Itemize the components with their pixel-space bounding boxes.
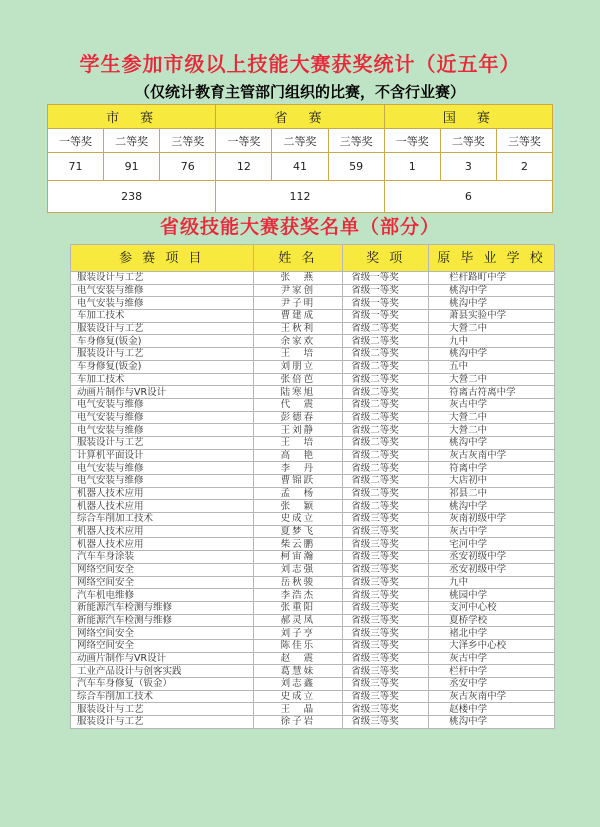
project-cell: 服装设计与工艺 (71, 703, 254, 716)
project-cell: 动画片制作与VR设计 (71, 652, 254, 665)
table-row (71, 665, 555, 678)
school-cell: 褚北中学 (429, 627, 555, 640)
project-cell: 电气安装与维修 (71, 475, 254, 488)
award-cell: 省级三等奖 (343, 652, 429, 665)
award-cell: 省级三等奖 (343, 601, 429, 614)
header-project: 参 赛 项 目 (71, 245, 254, 272)
student-name-cell: 刘志鑫 (253, 678, 343, 691)
award-cell: 省级三等奖 (343, 589, 429, 602)
table-row (71, 411, 555, 424)
prize-header: 二等奖 (272, 129, 328, 153)
award-cell: 省级一等奖 (343, 272, 429, 285)
school-cell: 宅河中学 (429, 538, 555, 551)
award-cell: 省级三等奖 (343, 538, 429, 551)
table-row (71, 551, 555, 564)
table-row (71, 538, 555, 551)
student-name-cell: 李浩杰 (253, 589, 343, 602)
award-cell: 省级二等奖 (343, 322, 429, 335)
table-row (71, 373, 555, 386)
school-cell: 大營二中 (429, 424, 555, 437)
award-cell: 省级三等奖 (343, 703, 429, 716)
student-name-cell: 岳秋骏 (253, 576, 343, 589)
student-name-cell: 史成立 (253, 690, 343, 703)
project-cell: 机器人技术应用 (71, 538, 254, 551)
school-cell: 桃沟中学 (429, 500, 555, 513)
prize-count: 76 (160, 153, 216, 181)
student-name-cell: 柯宙瀚 (253, 551, 343, 564)
prize-count: 3 (440, 153, 496, 181)
award-cell: 省级一等奖 (343, 284, 429, 297)
student-name-cell: 曹锦跃 (253, 475, 343, 488)
school-cell: 灰古灰南中学 (429, 690, 555, 703)
school-cell: 九中 (429, 576, 555, 589)
stats-subtitle: （仅统计教育主管部门组织的比赛，不含行业赛） (134, 83, 465, 101)
stats-table (47, 104, 553, 213)
school-cell: 灰古中学 (429, 652, 555, 665)
table-row (71, 284, 555, 297)
school-cell: 祁县二中 (429, 487, 555, 500)
level-total: 6 (384, 181, 552, 213)
stats-count-row (48, 153, 553, 181)
student-name-cell: 张倍芭 (253, 373, 343, 386)
award-cell: 省级一等奖 (343, 310, 429, 323)
table-row (71, 589, 555, 602)
student-name-cell: 高 艳 (253, 449, 343, 462)
prize-header: 三等奖 (496, 129, 552, 153)
table-row (71, 716, 555, 729)
table-row (71, 386, 555, 399)
project-cell: 电气安装与维修 (71, 424, 254, 437)
student-name-cell: 余家欢 (253, 335, 343, 348)
prize-header: 三等奖 (160, 129, 216, 153)
student-name-cell: 王刘静 (253, 424, 343, 437)
school-cell: 桃沟中学 (429, 297, 555, 310)
table-row (71, 272, 555, 285)
student-name-cell: 刘朋立 (253, 360, 343, 373)
award-cell: 省级二等奖 (343, 348, 429, 361)
prize-header: 一等奖 (48, 129, 104, 153)
project-cell: 网络空间安全 (71, 563, 254, 576)
project-cell: 服装设计与工艺 (71, 348, 254, 361)
table-row (71, 449, 555, 462)
table-row (71, 500, 555, 513)
prize-header: 三等奖 (328, 129, 384, 153)
header-school: 原 毕 业 学 校 (429, 245, 555, 272)
school-cell: 灰古灰南中学 (429, 449, 555, 462)
award-cell: 省级二等奖 (343, 436, 429, 449)
table-row (71, 487, 555, 500)
prize-count: 59 (328, 153, 384, 181)
award-cell: 省级二等奖 (343, 449, 429, 462)
prize-count: 41 (272, 153, 328, 181)
student-name-cell: 李 丹 (253, 462, 343, 475)
student-name-cell: 陈佳乐 (253, 639, 343, 652)
student-name-cell: 张 燕 (253, 272, 343, 285)
school-cell: 大店初中 (429, 475, 555, 488)
project-cell: 新能源汽车检测与维修 (71, 614, 254, 627)
award-cell: 省级二等奖 (343, 462, 429, 475)
prize-header: 二等奖 (104, 129, 160, 153)
school-cell: 桃沟中学 (429, 348, 555, 361)
project-cell: 机器人技术应用 (71, 500, 254, 513)
project-cell: 网络空间安全 (71, 576, 254, 589)
award-cell: 省级三等奖 (343, 551, 429, 564)
award-cell: 省级二等奖 (343, 335, 429, 348)
table-row (71, 627, 555, 640)
school-cell: 九中 (429, 335, 555, 348)
school-cell: 大泽乡中心校 (429, 639, 555, 652)
project-cell: 综合车削加工技术 (71, 690, 254, 703)
award-cell: 省级三等奖 (343, 639, 429, 652)
student-name-cell: 尹子明 (253, 297, 343, 310)
table-row (71, 525, 555, 538)
table-row (71, 652, 555, 665)
school-cell: 丞安初级中学 (429, 551, 555, 564)
project-cell: 新能源汽车检测与维修 (71, 601, 254, 614)
school-cell: 灰古中学 (429, 398, 555, 411)
table-row (71, 639, 555, 652)
award-cell: 省级二等奖 (343, 500, 429, 513)
student-name-cell: 刘志强 (253, 563, 343, 576)
award-cell: 省级二等奖 (343, 424, 429, 437)
project-cell: 车加工技术 (71, 310, 254, 323)
student-name-cell: 王 培 (253, 348, 343, 361)
award-cell: 省级二等奖 (343, 373, 429, 386)
project-cell: 综合车削加工技术 (71, 513, 254, 526)
student-name-cell: 彭德春 (253, 411, 343, 424)
level-total: 112 (216, 181, 384, 213)
project-cell: 汽车车身涂装 (71, 551, 254, 564)
student-name-cell: 王秋利 (253, 322, 343, 335)
school-cell: 大營二中 (429, 322, 555, 335)
prize-header: 二等奖 (440, 129, 496, 153)
table-row (71, 576, 555, 589)
school-cell: 五中 (429, 360, 555, 373)
student-name-cell: 史成立 (253, 513, 343, 526)
project-cell: 工业产品设计与创客实践 (71, 665, 254, 678)
award-cell: 省级一等奖 (343, 297, 429, 310)
list-title: 省级技能大赛获奖名单（部分） (159, 216, 440, 238)
award-cell: 省级三等奖 (343, 525, 429, 538)
table-row (71, 322, 555, 335)
project-cell: 动画片制作与VR设计 (71, 386, 254, 399)
table-row (71, 436, 555, 449)
student-name-cell: 张 颖 (253, 500, 343, 513)
award-cell: 省级三等奖 (343, 563, 429, 576)
table-row (71, 297, 555, 310)
student-name-cell: 陆寒旭 (253, 386, 343, 399)
stats-total-row (48, 181, 553, 213)
prize-count: 1 (384, 153, 440, 181)
table-row (71, 335, 555, 348)
table-row (71, 398, 555, 411)
school-cell: 丞安初级中学 (429, 563, 555, 576)
project-cell: 车身修复(钣金) (71, 360, 254, 373)
student-name-cell: 徐子岩 (253, 716, 343, 729)
award-cell: 省级三等奖 (343, 690, 429, 703)
school-cell: 桃沟中学 (429, 436, 555, 449)
table-row (71, 614, 555, 627)
project-cell: 车身修复(钣金) (71, 335, 254, 348)
award-cell: 省级二等奖 (343, 398, 429, 411)
award-cell: 省级二等奖 (343, 487, 429, 500)
award-cell: 省级二等奖 (343, 386, 429, 399)
school-cell: 桃沟中学 (429, 716, 555, 729)
table-row (71, 563, 555, 576)
school-cell: 符离古符离中学 (429, 386, 555, 399)
table-row (71, 360, 555, 373)
prize-count: 71 (48, 153, 104, 181)
table-row (71, 690, 555, 703)
winners-header-row (71, 245, 555, 272)
student-name-cell: 王 培 (253, 436, 343, 449)
table-row (71, 424, 555, 437)
student-name-cell: 夏梦飞 (253, 525, 343, 538)
table-row (71, 348, 555, 361)
project-cell: 计算机平面设计 (71, 449, 254, 462)
table-row (71, 703, 555, 716)
header-name: 姓 名 (253, 245, 343, 272)
school-cell: 大營二中 (429, 411, 555, 424)
student-name-cell: 郝灵凤 (253, 614, 343, 627)
winners-table (70, 244, 555, 729)
award-cell: 省级三等奖 (343, 678, 429, 691)
table-row (71, 513, 555, 526)
student-name-cell: 孟 杨 (253, 487, 343, 500)
award-cell: 省级二等奖 (343, 360, 429, 373)
school-cell: 丞安中学 (429, 678, 555, 691)
school-cell: 支河中心校 (429, 601, 555, 614)
school-cell: 赵楼中学 (429, 703, 555, 716)
prize-count: 2 (496, 153, 552, 181)
school-cell: 夏桥学校 (429, 614, 555, 627)
table-row (71, 462, 555, 475)
header-award: 奖 项 (343, 245, 429, 272)
school-cell: 灰南初级中学 (429, 513, 555, 526)
school-cell: 大營二中 (429, 373, 555, 386)
student-name-cell: 赵 震 (253, 652, 343, 665)
stats-title: 学生参加市级以上技能大赛获奖统计（近五年） (79, 52, 521, 76)
level-total: 238 (48, 181, 216, 213)
award-cell: 省级二等奖 (343, 411, 429, 424)
project-cell: 服装设计与工艺 (71, 436, 254, 449)
award-cell: 省级三等奖 (343, 614, 429, 627)
project-cell: 电气安装与维修 (71, 411, 254, 424)
project-cell: 服装设计与工艺 (71, 716, 254, 729)
project-cell: 机器人技术应用 (71, 525, 254, 538)
project-cell: 电气安装与维修 (71, 297, 254, 310)
level-header: 省 赛 (216, 105, 384, 129)
prize-count: 91 (104, 153, 160, 181)
project-cell: 网络空间安全 (71, 627, 254, 640)
school-cell: 栏杆路町中学 (429, 272, 555, 285)
table-row (71, 678, 555, 691)
prize-header: 一等奖 (384, 129, 440, 153)
award-cell: 省级三等奖 (343, 576, 429, 589)
project-cell: 电气安装与维修 (71, 462, 254, 475)
project-cell: 网络空间安全 (71, 639, 254, 652)
project-cell: 电气安装与维修 (71, 398, 254, 411)
student-name-cell: 刘子亨 (253, 627, 343, 640)
award-cell: 省级三等奖 (343, 665, 429, 678)
table-row (71, 310, 555, 323)
prize-count: 12 (216, 153, 272, 181)
stats-prize-row (48, 129, 553, 153)
student-name-cell: 张重阳 (253, 601, 343, 614)
school-cell: 符离中学 (429, 462, 555, 475)
project-cell: 电气安装与维修 (71, 284, 254, 297)
project-cell: 汽车机电维修 (71, 589, 254, 602)
award-cell: 省级三等奖 (343, 513, 429, 526)
award-cell: 省级三等奖 (343, 627, 429, 640)
prize-header: 一等奖 (216, 129, 272, 153)
school-cell: 萧县实验中学 (429, 310, 555, 323)
level-header: 市 赛 (48, 105, 216, 129)
project-cell: 服装设计与工艺 (71, 322, 254, 335)
school-cell: 栏杆中学 (429, 665, 555, 678)
student-name-cell: 柴云鹏 (253, 538, 343, 551)
project-cell: 汽车车身修复（钣金） (71, 678, 254, 691)
student-name-cell: 曹建成 (253, 310, 343, 323)
project-cell: 车加工技术 (71, 373, 254, 386)
stats-level-row (48, 105, 553, 129)
student-name-cell: 葛慧妹 (253, 665, 343, 678)
award-cell: 省级三等奖 (343, 716, 429, 729)
table-row (71, 475, 555, 488)
level-header: 国 赛 (384, 105, 552, 129)
student-name-cell: 代 震 (253, 398, 343, 411)
school-cell: 桃园中学 (429, 589, 555, 602)
project-cell: 服装设计与工艺 (71, 272, 254, 285)
student-name-cell: 王 晶 (253, 703, 343, 716)
award-cell: 省级二等奖 (343, 475, 429, 488)
school-cell: 桃沟中学 (429, 284, 555, 297)
student-name-cell: 尹家创 (253, 284, 343, 297)
school-cell: 灰古中学 (429, 525, 555, 538)
table-row (71, 601, 555, 614)
project-cell: 机器人技术应用 (71, 487, 254, 500)
